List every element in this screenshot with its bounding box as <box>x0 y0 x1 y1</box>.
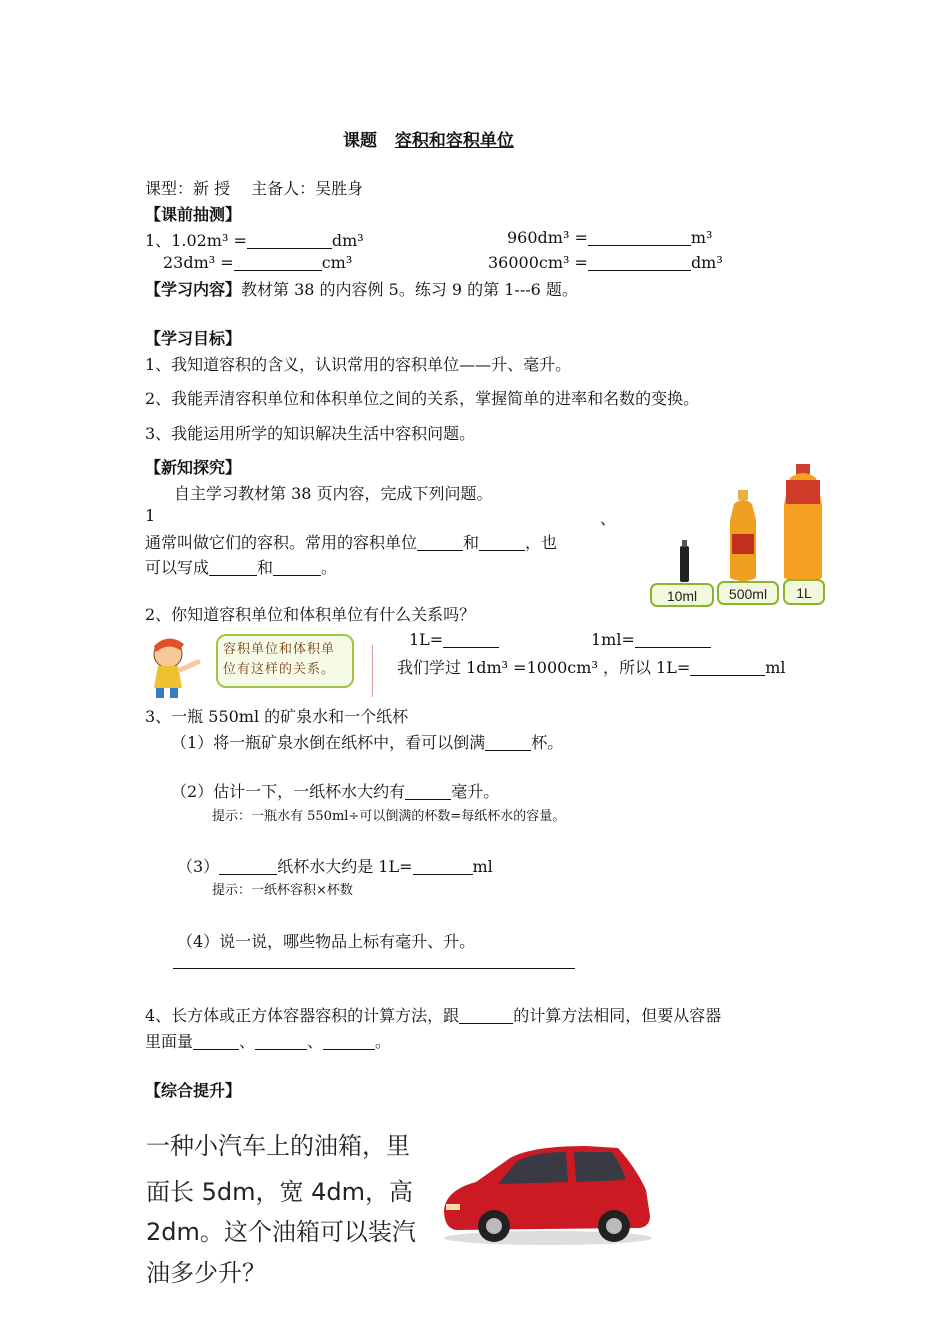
pretest-q1d <box>488 253 723 272</box>
blank[interactable] <box>417 534 463 551</box>
q1a-text: 1、1.02m³ = <box>145 231 247 250</box>
cartoon-boy-icon <box>134 632 220 702</box>
q3-3 <box>177 854 493 877</box>
title-label: 课题 <box>343 131 377 151</box>
red-car-image <box>436 1138 658 1248</box>
q3-text: 3、一瓶 550ml 的矿泉水和一个纸杯 <box>145 707 409 726</box>
q3-2b: 毫升。 <box>451 782 500 801</box>
q3-2 <box>171 779 499 802</box>
q3-1b: 杯。 <box>531 733 564 752</box>
lesson-meta: 课型：新 授 主备人：吴胜身 <box>145 179 364 198</box>
q2-l-text: 1L= <box>409 630 444 649</box>
label-500ml <box>718 582 778 604</box>
q4-sep: 、 <box>239 1032 256 1051</box>
q3-2-hint: 提示：一瓶水有 550ml÷可以倒满的杯数=每纸杯水的容量。 <box>212 809 566 824</box>
blank[interactable] <box>323 1033 375 1050</box>
q2-relation-text: 我们学过 1dm³ =1000cm³ ，所以 1L= <box>397 658 691 677</box>
q3-2a: （2）估计一下，一纸杯水大约有 <box>171 782 406 801</box>
section-goals: 【学习目标】 <box>145 329 242 348</box>
q3-4-answer-line[interactable] <box>173 968 575 969</box>
q1-line3b: 和 <box>257 558 274 577</box>
blank[interactable] <box>690 659 765 676</box>
q2-l <box>409 630 499 649</box>
large-bottle-icon <box>784 464 822 582</box>
q3-4: （4）说一说，哪些物品上标有毫升、升。 <box>177 932 476 951</box>
section-pretest: 【课前抽测】 <box>145 205 242 224</box>
q1d-text: 36000cm³ = <box>488 253 588 272</box>
small-bottle-icon <box>680 540 689 582</box>
q1a-unit: dm³ <box>331 231 364 250</box>
q2-ml <box>591 630 711 649</box>
q4-line2 <box>145 1029 391 1052</box>
label-10ml-text: 10ml <box>666 588 698 604</box>
section-explore: 【新知探究】 <box>145 458 242 477</box>
divider-line <box>372 645 373 697</box>
content-line <box>145 277 578 300</box>
blank[interactable] <box>273 559 321 576</box>
problem-line-2: 面长 5dm，宽 4dm，高 <box>146 1178 414 1206</box>
title-topic: 容积和容积单位 <box>394 131 514 151</box>
q1-line3 <box>145 555 337 578</box>
blank[interactable] <box>485 734 531 751</box>
blank[interactable] <box>413 858 473 875</box>
section-improve: 【综合提升】 <box>145 1081 242 1100</box>
blank[interactable] <box>255 1033 307 1050</box>
q2-relation-unit: ml <box>765 658 786 677</box>
goal-3: 3、我能运用所学的知识解决生活中容积问题。 <box>145 424 476 443</box>
q3-3c: ml <box>472 857 493 876</box>
q1b-text: 960dm³ = <box>507 228 588 247</box>
q3-1a: （1）将一瓶矿泉水倒在纸杯中，看可以倒满 <box>171 733 486 752</box>
q4b: 的计算方法相同，但要从容器 <box>513 1006 722 1025</box>
q1-line3a: 可以写成 <box>145 558 210 577</box>
q2-relation <box>397 655 786 678</box>
q2-text: 2、你知道容积单位和体积单位有什么关系吗？ <box>145 605 476 624</box>
problem-line-3: 2dm。这个油箱可以装汽 <box>146 1218 416 1246</box>
medium-bottle-icon <box>730 490 756 581</box>
problem-line-4: 油多少升？ <box>146 1259 266 1287</box>
q1-line3c: 。 <box>321 558 338 577</box>
blank[interactable] <box>588 254 691 271</box>
q1-line2b: ，也 <box>525 533 558 552</box>
bottles-image <box>648 460 868 610</box>
blank[interactable] <box>209 559 257 576</box>
pretest-q1b <box>507 228 712 247</box>
q1d-unit: dm³ <box>690 253 723 272</box>
problem-line-1: 一种小汽车上的油箱，里 <box>146 1132 410 1160</box>
blank[interactable] <box>588 229 691 246</box>
q3-3a: （3） <box>177 857 220 876</box>
goal-2: 2、我能弄清容积单位和体积单位之间的关系，掌握简单的进率和名数的变换。 <box>145 389 700 408</box>
q1-comma: 、 <box>600 509 617 528</box>
q3-3-hint: 提示：一纸杯容积×杯数 <box>212 883 353 898</box>
speech-bubble-text: 容积单位和体积单位有这样的关系。 <box>223 642 336 677</box>
q1-line2 <box>145 530 557 553</box>
blank[interactable] <box>247 232 332 249</box>
q4-sep: 、 <box>307 1032 324 1051</box>
blank[interactable] <box>479 534 525 551</box>
content-text: 教材第 38 的内容例 5。练习 9 的第 1---6 题。 <box>241 280 578 299</box>
label-1l-text: 1L <box>796 585 812 601</box>
q1-line2a: 通常叫做它们的容积。常用的容积单位 <box>145 533 418 552</box>
blank[interactable] <box>459 1007 513 1024</box>
q1-number: 1 <box>145 506 156 525</box>
blank[interactable] <box>405 783 451 800</box>
q1c-unit: cm³ <box>321 253 353 272</box>
blank[interactable] <box>193 1033 239 1050</box>
q3-3b: 纸杯水大约是 1L= <box>277 857 413 876</box>
explore-intro: 自主学习教材第 38 页内容，完成下列问题。 <box>174 484 493 503</box>
blank[interactable] <box>443 631 499 648</box>
q4c: 里面量 <box>145 1032 194 1051</box>
q4a: 4、长方体或正方体容器容积的计算方法，跟 <box>145 1006 460 1025</box>
q4-end: 。 <box>375 1032 392 1051</box>
label-10ml <box>651 584 713 606</box>
pretest-q1a <box>145 228 364 251</box>
q1-and: 和 <box>463 533 480 552</box>
blank[interactable] <box>635 631 711 648</box>
label-500ml-text: 500ml <box>728 586 768 602</box>
pretest-q1c <box>163 253 352 272</box>
q3-1 <box>171 730 563 753</box>
section-content: 【学习内容】 <box>145 280 242 299</box>
q4-line1 <box>145 1003 721 1026</box>
q1b-unit: m³ <box>690 228 713 247</box>
blank[interactable] <box>234 254 322 271</box>
blank[interactable] <box>219 858 277 875</box>
goal-1: 1、我知道容积的含义，认识常用的容积单位——升、毫升。 <box>145 355 572 374</box>
page-title <box>343 126 532 151</box>
label-1l <box>784 580 824 604</box>
q1c-text: 23dm³ = <box>163 253 234 272</box>
q2-ml-text: 1ml= <box>591 630 635 649</box>
